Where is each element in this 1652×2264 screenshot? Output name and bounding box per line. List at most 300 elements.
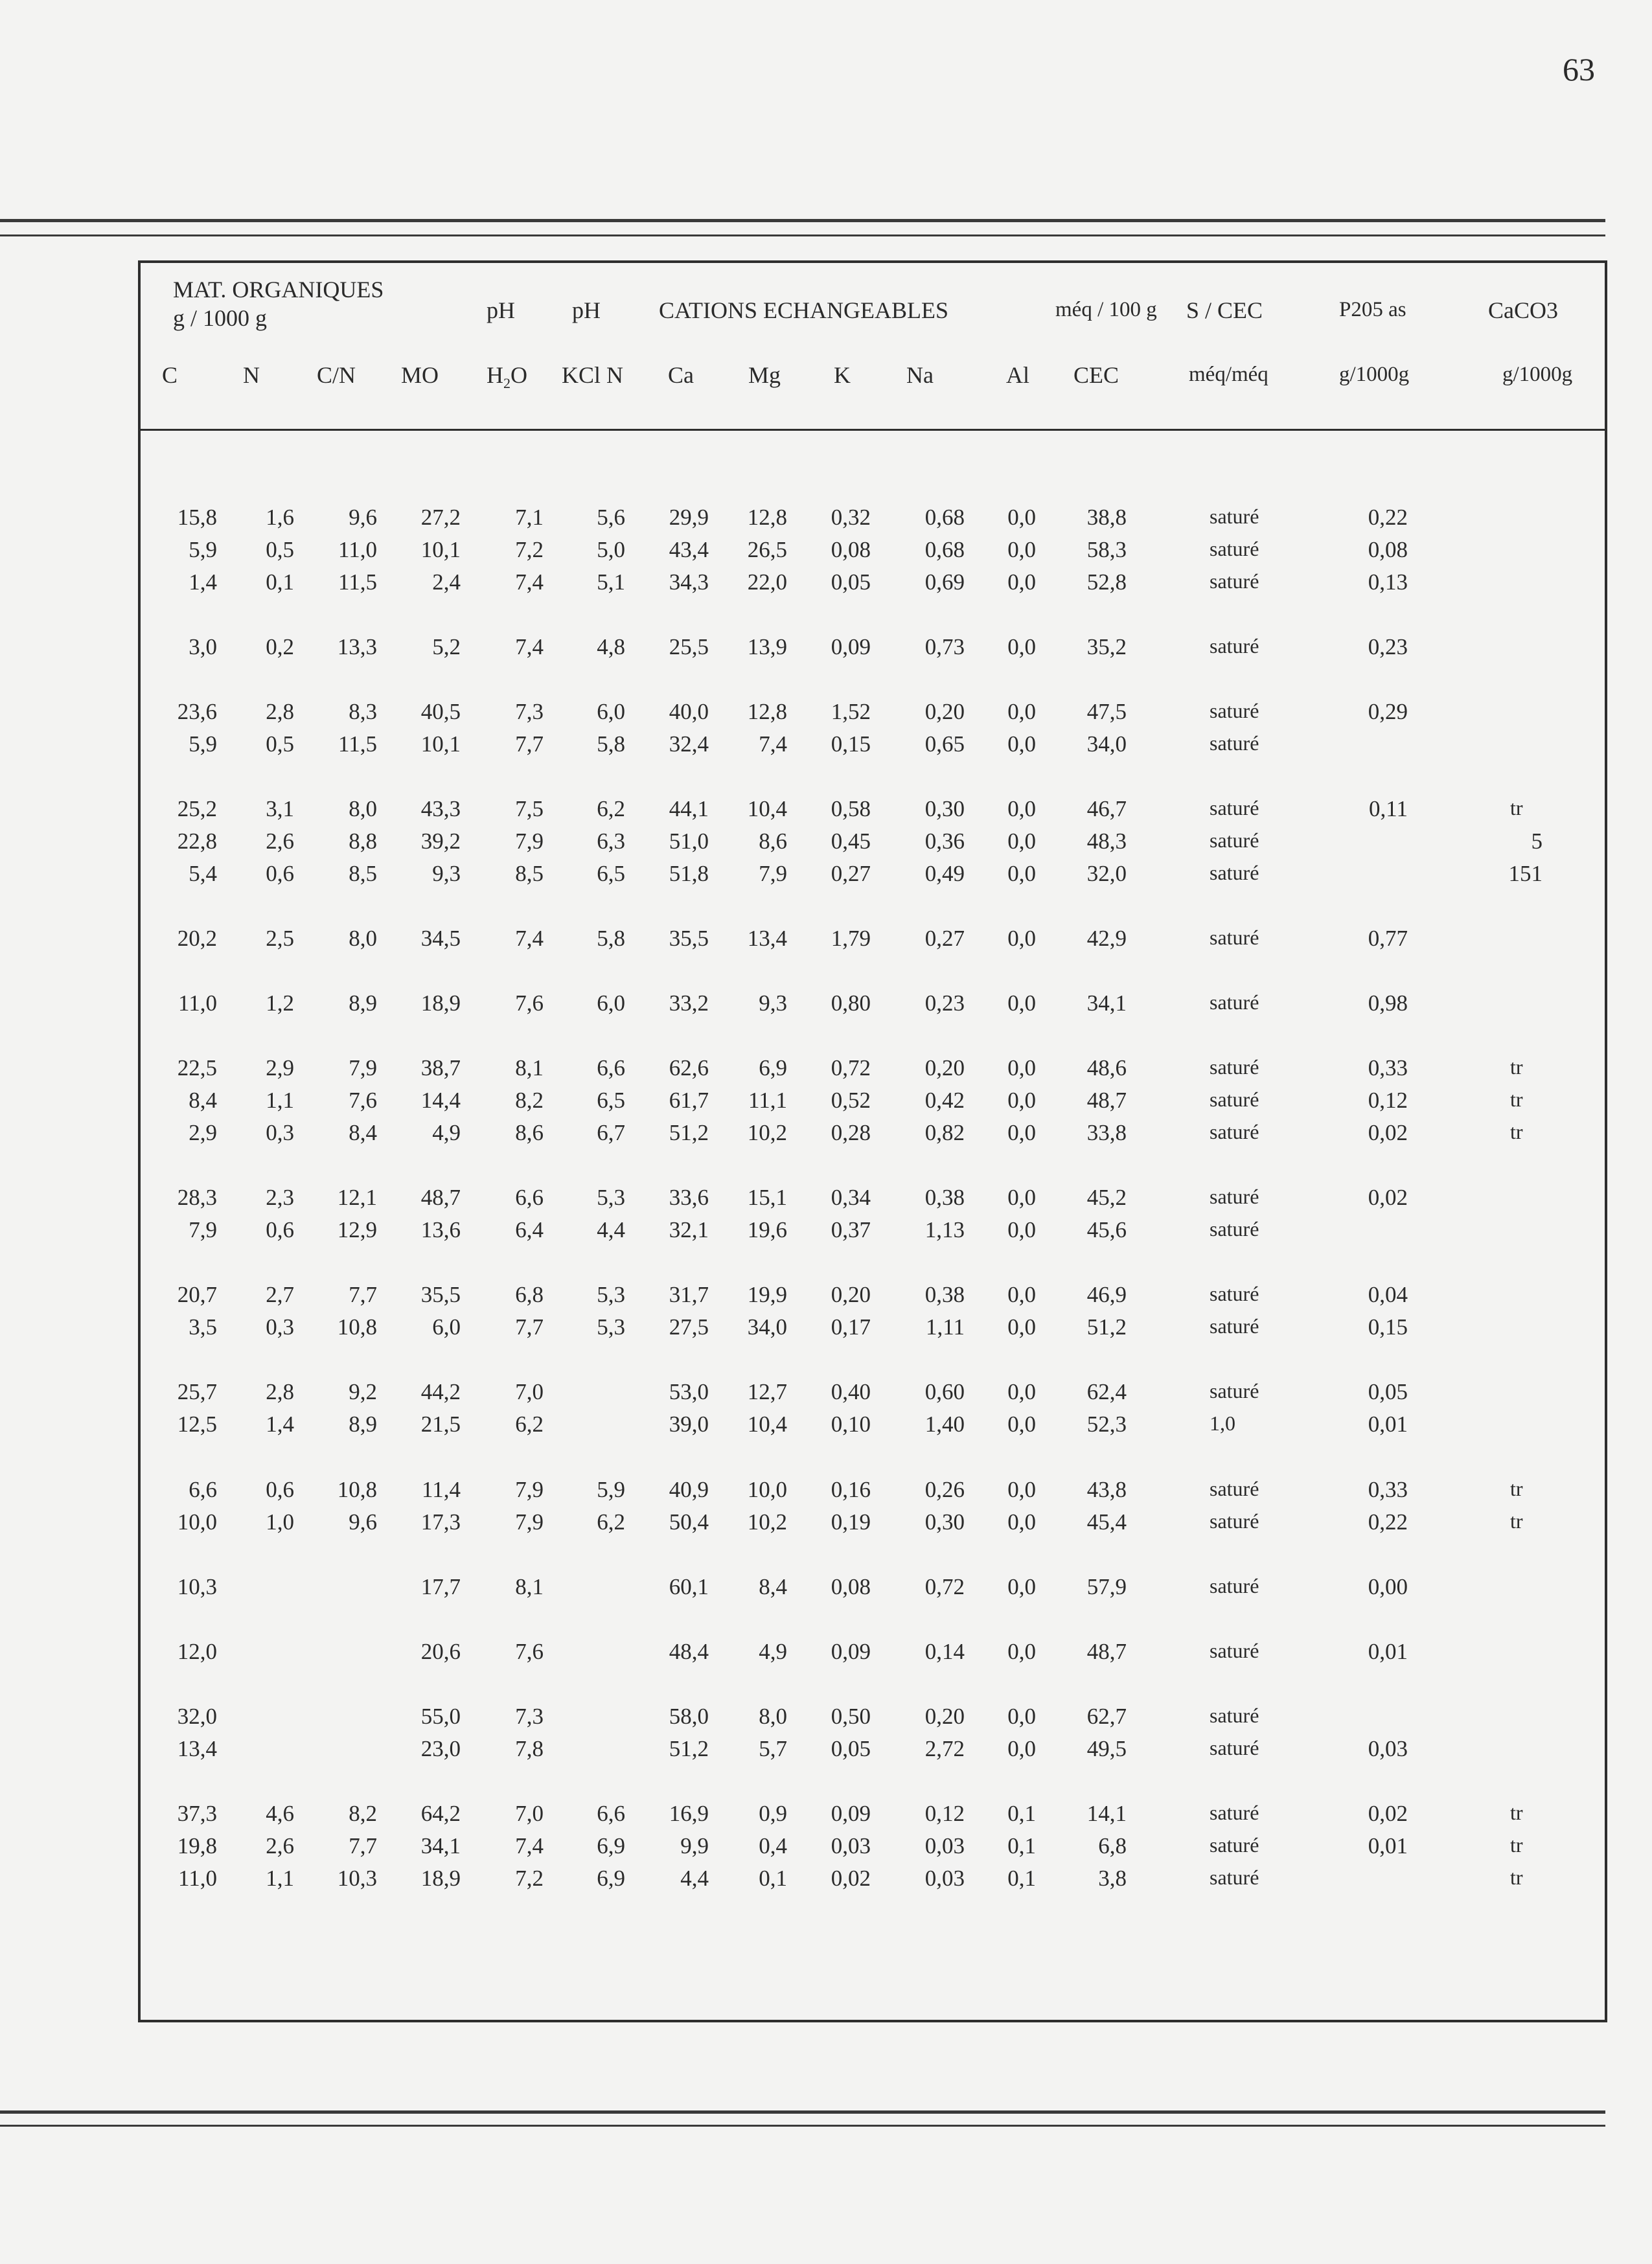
cell-na: 0,49: [924, 861, 965, 886]
cell-cec: 35,2: [1086, 634, 1127, 659]
h2o-h: H: [487, 362, 503, 388]
cell-caco3: 151: [1508, 861, 1543, 886]
table-row: [141, 505, 1605, 537]
cell-caco3: 5: [1531, 829, 1543, 854]
cell-mo: 18,9: [420, 1866, 461, 1891]
header-p205: P205 as: [1339, 298, 1406, 321]
cell-k: 0,15: [831, 731, 871, 757]
cell-cec: 34,1: [1086, 990, 1127, 1016]
cell-na: 0,38: [924, 1282, 965, 1307]
cell-p205: 0,11: [1369, 796, 1408, 821]
cell-n: 2,6: [266, 829, 294, 854]
cell-cec: 14,1: [1086, 1801, 1127, 1826]
cell-cn: 8,9: [349, 990, 377, 1016]
cell-k: 0,37: [831, 1217, 871, 1242]
cell-ca: 33,6: [669, 1185, 709, 1210]
cell-p205: 0,98: [1368, 990, 1408, 1016]
cell-ph-kcl: 6,7: [597, 1120, 625, 1145]
soil-analysis-table: [138, 260, 1607, 2022]
bottom-rule-thin: [0, 2125, 1605, 2127]
cell-cn: 10,8: [337, 1477, 377, 1502]
cell-ph-kcl: 6,0: [597, 990, 625, 1016]
table-row: [141, 1477, 1605, 1509]
cell-al: 0,0: [1007, 1477, 1036, 1502]
cell-k: 0,08: [831, 1574, 871, 1599]
cell-c: 25,7: [177, 1379, 217, 1404]
cell-cn: 8,2: [349, 1801, 377, 1826]
cell-ph-h2o: 7,1: [515, 505, 544, 530]
cell-cec: 46,9: [1086, 1282, 1127, 1307]
cell-na: 0,36: [924, 829, 965, 854]
cell-c: 3,0: [189, 634, 217, 659]
cell-na: 0,42: [924, 1088, 965, 1113]
cell-s-cec: saturé: [1210, 1379, 1259, 1402]
table-row: [141, 861, 1605, 893]
cell-al: 0,0: [1007, 537, 1036, 562]
cell-al: 0,0: [1007, 634, 1036, 659]
cell-mg: 0,1: [759, 1866, 787, 1891]
cell-ca: 29,9: [669, 505, 709, 530]
cell-caco3: tr: [1510, 1509, 1523, 1533]
cell-cec: 6,8: [1098, 1833, 1127, 1858]
cell-s-cec: saturé: [1210, 1314, 1259, 1338]
header-caco3: CaCO3: [1488, 297, 1558, 323]
cell-p205: 0,01: [1368, 1639, 1408, 1664]
cell-s-cec: saturé: [1210, 1088, 1259, 1111]
cell-na: 0,72: [924, 1574, 965, 1599]
cell-s-cec: saturé: [1210, 1282, 1259, 1305]
cell-cn: 8,5: [349, 861, 377, 886]
cell-ph-kcl: 6,6: [597, 1055, 625, 1081]
page-number: 63: [1563, 51, 1595, 87]
cell-al: 0,0: [1007, 926, 1036, 951]
cell-c: 2,9: [189, 1120, 217, 1145]
cell-ph-kcl: 6,2: [597, 1509, 625, 1535]
cell-s-cec: saturé: [1210, 1574, 1259, 1597]
cell-ph-kcl: 5,0: [597, 537, 625, 562]
cell-cn: 10,8: [337, 1314, 377, 1340]
cell-al: 0,0: [1007, 1574, 1036, 1599]
cell-cn: 9,6: [349, 505, 377, 530]
cell-ca: 32,1: [669, 1217, 709, 1242]
cell-k: 0,08: [831, 537, 871, 562]
cell-s-cec: saturé: [1210, 1185, 1259, 1208]
cell-ph-h2o: 7,3: [515, 1704, 544, 1729]
cell-na: 1,11: [926, 1314, 965, 1340]
cell-ph-kcl: 6,9: [597, 1866, 625, 1891]
cell-cn: 8,0: [349, 926, 377, 951]
cell-ph-h2o: 7,6: [515, 990, 544, 1016]
cell-cec: 45,6: [1086, 1217, 1127, 1242]
cell-mg: 10,4: [747, 796, 787, 821]
cell-mg: 19,9: [747, 1282, 787, 1307]
table-row: [141, 731, 1605, 764]
cell-cec: 48,3: [1086, 829, 1127, 854]
cell-mo: 40,5: [420, 699, 461, 724]
cell-c: 12,0: [177, 1639, 217, 1664]
cell-cec: 49,5: [1086, 1736, 1127, 1761]
top-rule-thick: [0, 219, 1605, 222]
cell-ph-h2o: 7,3: [515, 699, 544, 724]
cell-s-cec: saturé: [1210, 1477, 1259, 1500]
cell-s-cec: saturé: [1210, 796, 1259, 819]
cell-cec: 33,8: [1086, 1120, 1127, 1145]
cell-ca: 4,4: [680, 1866, 709, 1891]
cell-mo: 4,9: [432, 1120, 461, 1145]
cell-cn: 11,0: [338, 537, 377, 562]
cell-cec: 46,7: [1086, 796, 1127, 821]
cell-mo: 48,7: [420, 1185, 461, 1210]
cell-ca: 50,4: [669, 1509, 709, 1535]
cell-s-cec: saturé: [1210, 699, 1259, 722]
cell-ph-h2o: 7,0: [515, 1379, 544, 1404]
cell-s-cec: saturé: [1210, 634, 1259, 657]
cell-mo: 10,1: [420, 731, 461, 757]
cell-al: 0,1: [1007, 1801, 1036, 1826]
cell-mo: 38,7: [420, 1055, 461, 1081]
cell-mo: 9,3: [432, 861, 461, 886]
cell-mo: 17,3: [420, 1509, 461, 1535]
cell-ph-h2o: 8,1: [515, 1055, 544, 1081]
cell-s-cec: saturé: [1210, 990, 1259, 1014]
cell-ph-h2o: 7,9: [515, 1477, 544, 1502]
cell-p205: 0,23: [1368, 634, 1408, 659]
cell-p205: 0,08: [1368, 537, 1408, 562]
cell-n: 2,3: [266, 1185, 294, 1210]
cell-ph-h2o: 7,2: [515, 1866, 544, 1891]
cell-s-cec: saturé: [1210, 1833, 1259, 1857]
cell-al: 0,1: [1007, 1866, 1036, 1891]
table-row: [141, 1704, 1605, 1736]
cell-s-cec: saturé: [1210, 1704, 1259, 1727]
cell-na: 0,60: [924, 1379, 965, 1404]
cell-na: 0,82: [924, 1120, 965, 1145]
cell-k: 0,19: [831, 1509, 871, 1535]
cell-al: 0,0: [1007, 1639, 1036, 1664]
cell-ca: 40,0: [669, 699, 709, 724]
cell-c: 37,3: [177, 1801, 217, 1826]
cell-ph-h2o: 7,4: [515, 634, 544, 659]
table-row: [141, 1639, 1605, 1671]
cell-al: 0,0: [1007, 1055, 1036, 1081]
cell-n: 2,9: [266, 1055, 294, 1081]
cell-c: 10,0: [177, 1509, 217, 1535]
cell-ph-kcl: 6,6: [597, 1801, 625, 1826]
header-mat-organiques: MAT. ORGANIQUES: [173, 277, 384, 303]
cell-n: 1,1: [266, 1866, 294, 1891]
cell-ca: 33,2: [669, 990, 709, 1016]
cell-mg: 7,4: [759, 731, 787, 757]
cell-cec: 47,5: [1086, 699, 1127, 724]
cell-ph-h2o: 7,4: [515, 1833, 544, 1858]
cell-mg: 10,2: [747, 1509, 787, 1535]
cell-k: 0,28: [831, 1120, 871, 1145]
cell-ca: 25,5: [669, 634, 709, 659]
cell-c: 11,0: [178, 990, 217, 1016]
cell-n: 0,1: [266, 569, 294, 595]
cell-n: 1,4: [266, 1412, 294, 1437]
cell-mo: 13,6: [420, 1217, 461, 1242]
cell-ph-kcl: 5,8: [597, 926, 625, 951]
cell-ph-kcl: 5,6: [597, 505, 625, 530]
h2o-subscript: 2: [503, 375, 511, 391]
cell-ca: 27,5: [669, 1314, 709, 1340]
cell-n: 1,6: [266, 505, 294, 530]
cell-s-cec: saturé: [1210, 829, 1259, 852]
cell-mo: 21,5: [420, 1412, 461, 1437]
cell-caco3: tr: [1510, 796, 1523, 819]
cell-c: 19,8: [177, 1833, 217, 1858]
cell-ph-h2o: 6,2: [515, 1412, 544, 1437]
cell-c: 1,4: [189, 569, 217, 595]
cell-mg: 34,0: [747, 1314, 787, 1340]
cell-na: 0,30: [924, 1509, 965, 1535]
cell-al: 0,1: [1007, 1833, 1036, 1858]
cell-ca: 39,0: [669, 1412, 709, 1437]
cell-mg: 11,1: [748, 1088, 787, 1113]
cell-ph-kcl: 5,9: [597, 1477, 625, 1502]
cell-ca: 16,9: [669, 1801, 709, 1826]
table-row: [141, 1574, 1605, 1607]
cell-n: 1,2: [266, 990, 294, 1016]
cell-n: 4,6: [266, 1801, 294, 1826]
cell-mo: 55,0: [420, 1704, 461, 1729]
cell-ph-kcl: 6,3: [597, 829, 625, 854]
header-ph-water: pH: [487, 297, 515, 323]
cell-ph-h2o: 7,2: [515, 537, 544, 562]
table-row: [141, 1185, 1605, 1217]
cell-mg: 10,0: [747, 1477, 787, 1502]
cell-caco3: tr: [1510, 1801, 1523, 1824]
cell-k: 0,32: [831, 505, 871, 530]
cell-s-cec: 1,0: [1210, 1412, 1235, 1435]
cell-na: 0,65: [924, 731, 965, 757]
cell-cn: 8,0: [349, 796, 377, 821]
cell-ph-kcl: 6,0: [597, 699, 625, 724]
cell-p205: 0,01: [1368, 1412, 1408, 1437]
cell-ca: 40,9: [669, 1477, 709, 1502]
cell-al: 0,0: [1007, 699, 1036, 724]
cell-ph-kcl: 6,2: [597, 796, 625, 821]
cell-al: 0,0: [1007, 1120, 1036, 1145]
cell-ph-kcl: 6,5: [597, 1088, 625, 1113]
cell-cec: 57,9: [1086, 1574, 1127, 1599]
cell-p205: 0,03: [1368, 1736, 1408, 1761]
cell-cn: 8,4: [349, 1120, 377, 1145]
cell-s-cec: saturé: [1210, 926, 1259, 949]
cell-na: 0,30: [924, 796, 965, 821]
cell-ca: 9,9: [680, 1833, 709, 1858]
cell-p205: 0,12: [1368, 1088, 1408, 1113]
cell-caco3: tr: [1510, 1477, 1523, 1500]
cell-ca: 51,0: [669, 829, 709, 854]
cell-k: 0,17: [831, 1314, 871, 1340]
cell-mg: 12,8: [747, 699, 787, 724]
cell-na: 1,40: [924, 1412, 965, 1437]
cell-cn: 8,9: [349, 1412, 377, 1437]
cell-c: 5,9: [189, 731, 217, 757]
cell-ph-h2o: 7,4: [515, 926, 544, 951]
cell-al: 0,0: [1007, 1282, 1036, 1307]
cell-k: 0,10: [831, 1412, 871, 1437]
cell-mo: 2,4: [432, 569, 461, 595]
cell-k: 0,02: [831, 1866, 871, 1891]
table-row: [141, 1088, 1605, 1120]
cell-na: 0,68: [924, 537, 965, 562]
cell-n: 2,7: [266, 1282, 294, 1307]
cell-mo: 27,2: [420, 505, 461, 530]
header-col-na: Na: [906, 362, 934, 388]
cell-al: 0,0: [1007, 1736, 1036, 1761]
table-row: [141, 796, 1605, 829]
cell-ca: 51,8: [669, 861, 709, 886]
cell-mg: 9,3: [759, 990, 787, 1016]
h2o-o: O: [511, 362, 527, 388]
cell-ph-h2o: 6,6: [515, 1185, 544, 1210]
cell-na: 0,20: [924, 1704, 965, 1729]
table-row: [141, 1833, 1605, 1866]
cell-mg: 10,2: [747, 1120, 787, 1145]
cell-k: 0,27: [831, 861, 871, 886]
cell-mg: 12,8: [747, 505, 787, 530]
cell-cn: 8,8: [349, 829, 377, 854]
cell-p205: 0,22: [1368, 505, 1408, 530]
cell-c: 15,8: [177, 505, 217, 530]
header-col-cec: CEC: [1073, 362, 1119, 388]
table-row: [141, 1314, 1605, 1347]
cell-ph-h2o: 6,4: [515, 1217, 544, 1242]
cell-mg: 12,7: [747, 1379, 787, 1404]
cell-mo: 44,2: [420, 1379, 461, 1404]
cell-mg: 0,9: [759, 1801, 787, 1826]
cell-n: 2,6: [266, 1833, 294, 1858]
cell-ph-h2o: 8,5: [515, 861, 544, 886]
table-row: [141, 1379, 1605, 1412]
cell-cn: 7,9: [349, 1055, 377, 1081]
cell-na: 1,13: [924, 1217, 965, 1242]
cell-al: 0,0: [1007, 731, 1036, 757]
cell-al: 0,0: [1007, 990, 1036, 1016]
table-row: [141, 1282, 1605, 1314]
cell-s-cec: saturé: [1210, 1120, 1259, 1143]
cell-mg: 0,4: [759, 1833, 787, 1858]
cell-s-cec: saturé: [1210, 1055, 1259, 1079]
cell-mg: 8,6: [759, 829, 787, 854]
cell-cec: 38,8: [1086, 505, 1127, 530]
cell-p205: 0,33: [1368, 1477, 1408, 1502]
header-col-kcl: KCl N: [562, 362, 624, 388]
cell-k: 0,05: [831, 569, 871, 595]
cell-k: 0,50: [831, 1704, 871, 1729]
cell-cn: 10,3: [337, 1866, 377, 1891]
cell-s-cec: saturé: [1210, 1217, 1259, 1241]
cell-n: 0,5: [266, 731, 294, 757]
cell-ph-h2o: 7,7: [515, 1314, 544, 1340]
cell-ca: 60,1: [669, 1574, 709, 1599]
header-col-scec-unit: méq/méq: [1189, 363, 1268, 386]
cell-cec: 34,0: [1086, 731, 1127, 757]
cell-k: 0,09: [831, 634, 871, 659]
cell-caco3: tr: [1510, 1055, 1523, 1079]
cell-p205: 0,77: [1368, 926, 1408, 951]
cell-c: 25,2: [177, 796, 217, 821]
cell-s-cec: saturé: [1210, 1509, 1259, 1533]
cell-ca: 51,2: [669, 1736, 709, 1761]
cell-al: 0,0: [1007, 1217, 1036, 1242]
cell-s-cec: saturé: [1210, 569, 1259, 593]
header-col-caco3-unit: g/1000g: [1502, 363, 1573, 386]
cell-mo: 34,1: [420, 1833, 461, 1858]
cell-c: 10,3: [177, 1574, 217, 1599]
cell-k: 0,80: [831, 990, 871, 1016]
cell-k: 0,72: [831, 1055, 871, 1081]
header-col-ca: Ca: [668, 362, 694, 388]
cell-p205: 0,33: [1368, 1055, 1408, 1081]
cell-c: 28,3: [177, 1185, 217, 1210]
cell-cec: 48,6: [1086, 1055, 1127, 1081]
cell-ph-h2o: 7,7: [515, 731, 544, 757]
cell-p205: 0,02: [1368, 1185, 1408, 1210]
cell-mo: 17,7: [420, 1574, 461, 1599]
cell-c: 8,4: [189, 1088, 217, 1113]
cell-s-cec: saturé: [1210, 1866, 1259, 1889]
cell-mg: 8,4: [759, 1574, 787, 1599]
header-col-cn: C/N: [317, 362, 356, 388]
header-mat-unit: g / 1000 g: [173, 305, 268, 331]
cell-mg: 10,4: [747, 1412, 787, 1437]
cell-mo: 10,1: [420, 537, 461, 562]
table-row: [141, 926, 1605, 958]
cell-ph-h2o: 7,9: [515, 1509, 544, 1535]
cell-mo: 11,4: [422, 1477, 461, 1502]
header-col-p205-unit: g/1000g: [1339, 363, 1410, 386]
table-row: [141, 537, 1605, 569]
table-row: [141, 1412, 1605, 1444]
cell-cec: 45,4: [1086, 1509, 1127, 1535]
cell-k: 0,05: [831, 1736, 871, 1761]
cell-al: 0,0: [1007, 569, 1036, 595]
cell-p205: 0,04: [1368, 1282, 1408, 1307]
cell-mg: 19,6: [747, 1217, 787, 1242]
cell-ph-h2o: 6,8: [515, 1282, 544, 1307]
cell-cec: 52,8: [1086, 569, 1127, 595]
cell-k: 1,79: [831, 926, 871, 951]
cell-n: 1,0: [266, 1509, 294, 1535]
cell-n: 2,5: [266, 926, 294, 951]
cell-cec: 52,3: [1086, 1412, 1127, 1437]
cell-ca: 62,6: [669, 1055, 709, 1081]
cell-n: 1,1: [266, 1088, 294, 1113]
cell-ph-h2o: 7,4: [515, 569, 544, 595]
cell-k: 0,40: [831, 1379, 871, 1404]
cell-ph-h2o: 8,1: [515, 1574, 544, 1599]
cell-ph-h2o: 7,9: [515, 829, 544, 854]
cell-p205: 0,29: [1368, 699, 1408, 724]
cell-ca: 35,5: [669, 926, 709, 951]
cell-p205: 0,02: [1368, 1801, 1408, 1826]
cell-ph-kcl: 5,3: [597, 1314, 625, 1340]
cell-na: 0,26: [924, 1477, 965, 1502]
cell-p205: 0,15: [1368, 1314, 1408, 1340]
cell-k: 0,16: [831, 1477, 871, 1502]
cell-al: 0,0: [1007, 1412, 1036, 1437]
cell-k: 0,58: [831, 796, 871, 821]
table-row: [141, 1736, 1605, 1768]
cell-al: 0,0: [1007, 829, 1036, 854]
cell-mo: 34,5: [420, 926, 461, 951]
cell-na: 0,12: [924, 1801, 965, 1826]
cell-n: 0,5: [266, 537, 294, 562]
